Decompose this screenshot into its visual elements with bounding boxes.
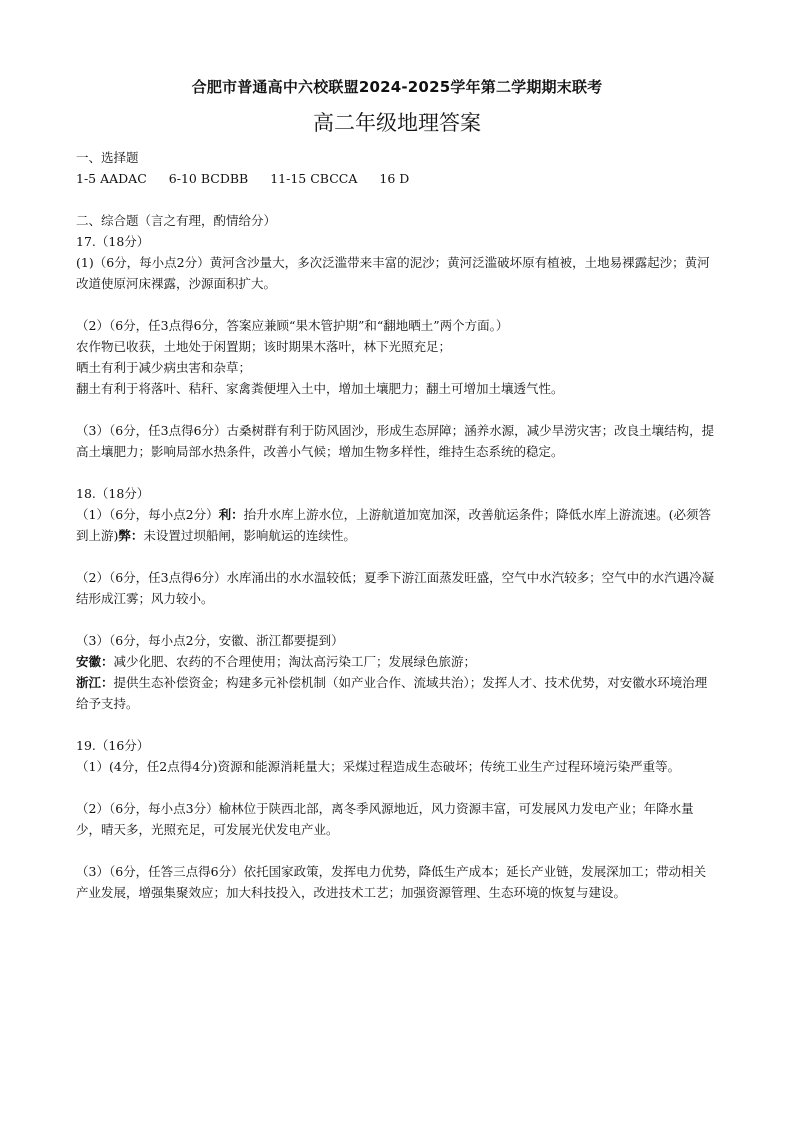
answers-11-15: 11-15 CBCCA <box>270 171 358 186</box>
document-subtitle: 高二年级地理答案 <box>313 111 481 135</box>
q18-advantage-label: 利： <box>218 507 244 522</box>
section1-heading: 一、选择题 <box>76 150 139 165</box>
q19-heading: 19.（16分） <box>76 738 150 753</box>
q18-disadvantage-label: 弊： <box>118 528 144 543</box>
q18-part2: （2）（6分，任3点得6分）水库涌出的水水温较低；夏季下游江面蒸发旺盛，空气中水汽较多；空气中的水汽遇冷凝结形成江雾；风力较小。 <box>76 570 715 606</box>
answers-1-5: 1-5 AADAC <box>76 171 147 186</box>
answers-6-10: 6-10 BCDBB <box>168 171 249 186</box>
answers-16: 16 D <box>379 171 410 186</box>
q18-anhui <box>76 651 718 672</box>
document-title: 合肥市普通高中六校联盟2024-2025学年第二学期期末联考 <box>191 78 603 96</box>
choice-answers <box>76 168 718 189</box>
q19-part2: （2）（6分，每小点3分）榆林位于陕西北部，离冬季风源地近，风力资源丰富，可发展风力发电产业；年降水量少，晴天多，光照充足，可发展光伏发电产业。 <box>76 801 694 837</box>
q18-anhui-label: 安徽： <box>76 654 114 669</box>
q19-part1: （1）(4分，任2点得4分)资源和能源消耗量大；采煤过程造成生态破坏；传统工业生产过程环境污染严重等。 <box>76 759 681 774</box>
q17-part2-line1: 农作物已收获，土地处于闲置期；该时期果木落叶，林下光照充足； <box>76 339 452 354</box>
q18-zhejiang-label: 浙江： <box>76 675 114 690</box>
q18-advantage-text: 抬升水库上游水位，上游航道加宽加深，改善航运条件；降低水库上游流速。(必须答到上游) <box>76 507 712 543</box>
q17-part3: （3）（6分，任3点得6分）古桑树群有利于防风固沙，形成生态屏障；涵养水源，减少旱涝灾害；改良土壤结构，提高土壤肥力；影响局部水热条件，改善小气候；增加生物多样性，维持生态系统的稳定。 <box>76 423 715 459</box>
q17-part2-line2: 晒土有利于减少病虫害和杂草； <box>76 360 252 375</box>
q18-part1 <box>76 504 718 546</box>
q18-disadvantage-text: 未设置过坝船闸，影响航运的连续性。 <box>143 528 356 543</box>
q17-heading: 17.（18分） <box>76 234 150 249</box>
q17-part2-line3: 翻土有利于将落叶、秸秆、家禽粪便埋入土中，增加土壤肥力；翻土可增加土壤透气性。 <box>76 381 564 396</box>
q17-part2-intro: （2）（6分，任3点得6分，答案应兼顾“果木管护期”和“翻地晒土”两个方面。） <box>76 318 509 333</box>
q18-part1-prefix: （1）（6分，每小点2分） <box>76 507 219 522</box>
q18-anhui-text: 减少化肥、农药的不合理使用；淘汰高污染工厂；发展绿色旅游； <box>113 654 477 669</box>
section2-heading: 二、综合题（言之有理，酌情给分） <box>76 213 277 228</box>
q18-zhejiang <box>76 672 718 714</box>
q18-part3-intro: （3）（6分，每小点2分，安徽、浙江都要提到） <box>76 633 344 648</box>
q18-heading: 18.（18分） <box>76 486 150 501</box>
q17-part1: (1)（6分，每小点2分）黄河含沙量大，多次泛滥带来丰富的泥沙；黄河泛滥破坏原有植被，土地易裸露起沙；黄河改道使原河床裸露，沙源面积扩大。 <box>76 255 710 291</box>
q18-zhejiang-text: 提供生态补偿资金；构建多元补偿机制（如产业合作、流域共治）；发挥人才、技术优势，对安徽水环境治理给予支持。 <box>76 675 708 711</box>
q19-part3: （3）（6分，任答三点得6分）依托国家政策，发挥电力优势，降低生产成本；延长产业链，发展深加工；带动相关产业发展，增强集聚效应；加大科技投入，改进技术工艺；加强资源管理、生态环境的恢复与建设。 <box>76 864 707 900</box>
